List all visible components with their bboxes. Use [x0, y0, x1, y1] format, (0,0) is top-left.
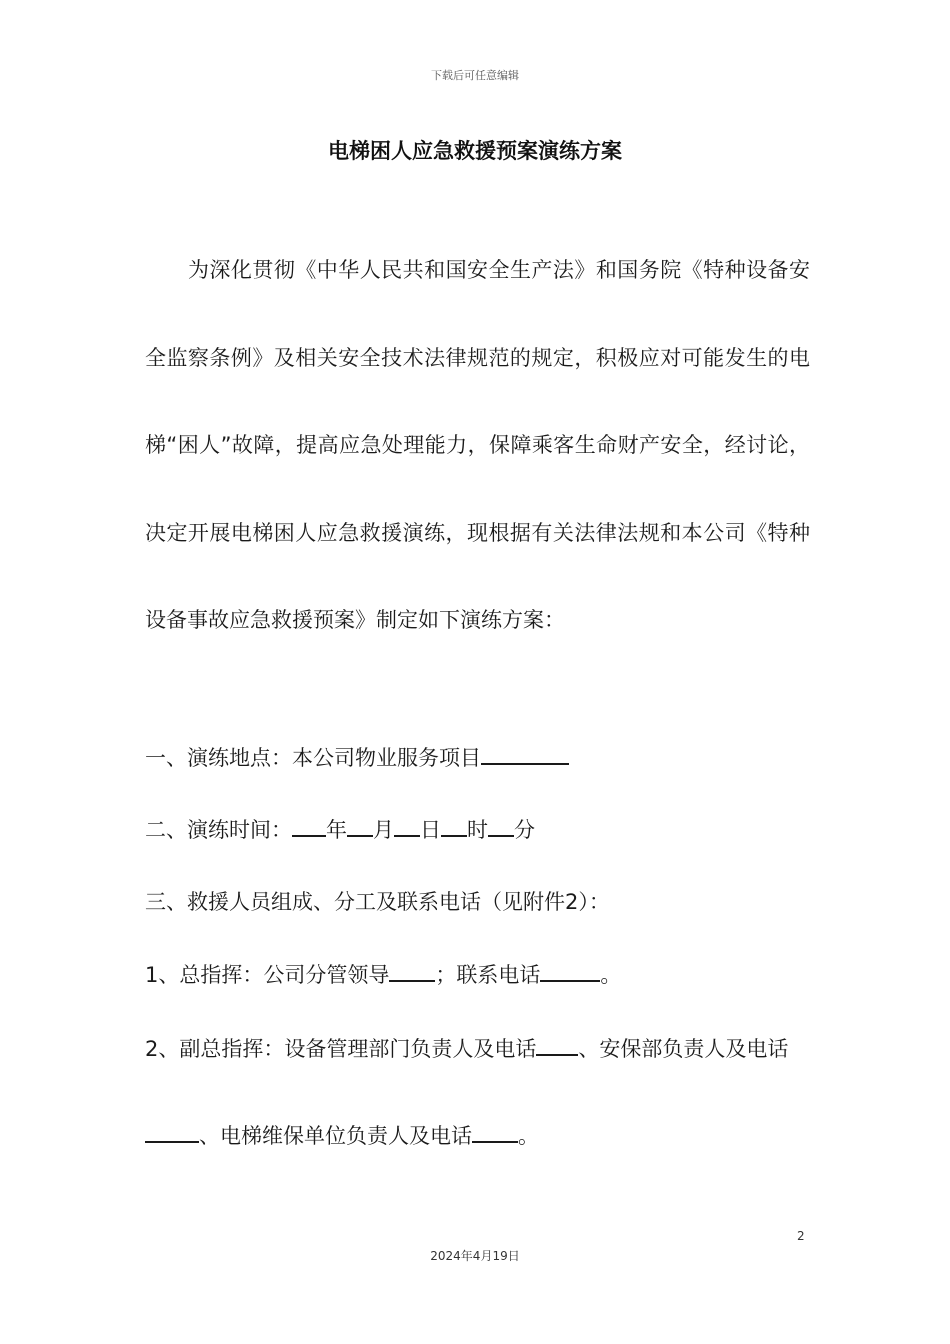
maintenance-unit-label: 、电梯维保单位负责人及电话: [199, 1124, 472, 1148]
hour-blank: [441, 817, 467, 837]
equipment-dept-blank: [536, 1036, 578, 1056]
page-number: 2: [797, 1229, 805, 1243]
item-location: [145, 740, 810, 776]
maintenance-unit-blank: [472, 1123, 518, 1143]
month-blank: [347, 817, 373, 837]
month-unit: 月: [373, 818, 394, 842]
year-blank: [292, 817, 326, 837]
commander-blank: [389, 962, 435, 982]
item-time: [145, 812, 810, 848]
security-dept-label: 、安保部负责人及电话: [578, 1037, 789, 1061]
item-personnel: 三、救援人员组成、分工及联系电话（见附件2）：: [145, 890, 610, 914]
footer-date: 2024年4月19日: [430, 1249, 520, 1263]
commander-phone-label: ；联系电话: [435, 963, 541, 987]
location-blank: [481, 745, 569, 765]
commander-end: 。: [600, 963, 622, 987]
deputy-end: 。: [518, 1124, 539, 1148]
sub-deputy-commander: [145, 1006, 810, 1180]
item-location-label: 一、演练地点：本公司物业服务项目: [145, 746, 481, 770]
day-blank: [394, 817, 420, 837]
header-note: 下载后可任意编辑: [431, 69, 519, 82]
day-unit: 日: [420, 818, 441, 842]
year-unit: 年: [326, 818, 347, 842]
deputy-label: 2、副总指挥：设备管理部门负责人及电话: [145, 1037, 537, 1061]
hour-unit: 时: [467, 818, 488, 842]
minute-unit: 分: [514, 818, 535, 842]
minute-blank: [488, 817, 514, 837]
intro-paragraph: 为深化贯彻《中华人民共和国安全生产法》和国务院《特种设备安全监察条例》及相关安全技术法律规范的规定，积极应对可能发生的电梯“困人”故障，提高应急处理能力，保障乘客生命财产安全，经讨论，决定开展电梯困人应急救援演练，现根据有关法律法规和本公司《特种设备事故应急救援预案》制定如下演练方案：: [145, 258, 810, 632]
item-time-label: 二、演练时间：: [145, 818, 292, 842]
sub-commander: [145, 957, 810, 993]
commander-phone-blank: [540, 962, 600, 982]
document-title: 电梯困人应急救援预案演练方案: [328, 139, 622, 163]
commander-label: 1、总指挥：公司分管领导: [145, 963, 390, 987]
security-dept-blank: [145, 1123, 199, 1143]
